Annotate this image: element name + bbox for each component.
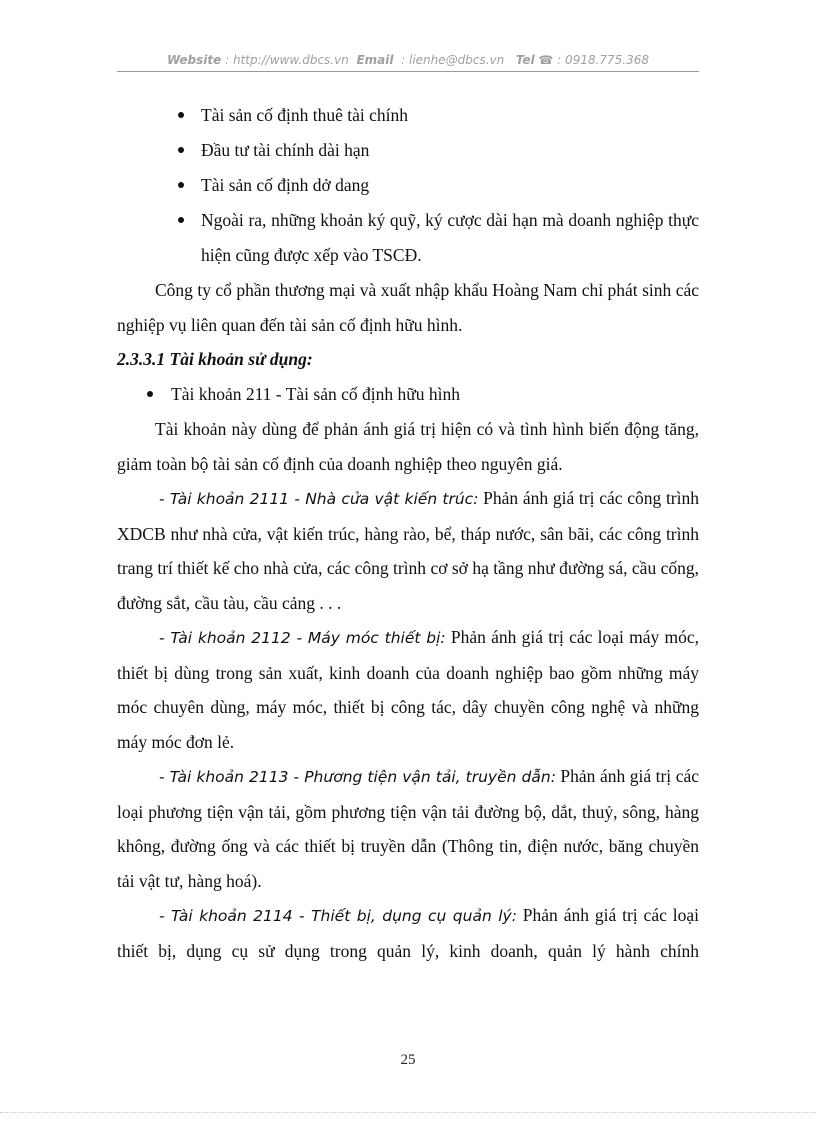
account-description: Phản ánh giá trị các loại thiết bị, dụng cụ sử dụng trong quản lý, kinh doanh, quản lý hành chính (117, 905, 699, 961)
list-item-text: Tài sản cố định dở dang (201, 175, 370, 195)
email-value: : lienhe@dbcs.vn (401, 53, 505, 67)
bullet-icon (178, 147, 184, 153)
tel-value: : 0918.775.368 (557, 53, 650, 67)
account-term: - Tài khoản 2112 - Máy móc thiết bị: (159, 629, 446, 647)
list-item-text: Tài sản cố định thuê tài chính (201, 105, 409, 125)
bullet-icon (178, 182, 184, 188)
list-item (117, 168, 699, 203)
company-paragraph: Công ty cổ phần thương mại và xuất nhập khẩu Hoàng Nam chỉ phát sinh các nghiệp vụ liên quan đến tài sản cố định hữu hình. (117, 280, 699, 335)
account-description: Phản ánh giá trị các loại phương tiện vận tải, gồm phương tiện vận tải đường bộ, dắt, thuỷ, sông, hàng không, đường ống và các thiết bị truyền dẫn (Thông tin, điện nước, băng chuyền tải vật tư, hàng hoá). (117, 766, 699, 891)
account-description: Phản ánh giá trị các loại máy móc, thiết bị dùng trong sản xuất, kinh doanh của doanh nghiệp bao gồm những máy móc chuyên dùng, máy móc, thiết bị công tác, dây chuyền công nghệ và những máy móc đơn lẻ. (117, 627, 699, 752)
bullet-icon (178, 112, 184, 118)
website-value: : http://www.dbcs.vn (225, 53, 349, 67)
list-item-text: Đầu tư tài chính dài hạn (201, 140, 370, 160)
account-term: - Tài khoản 2114 - Thiết bị, dụng cụ quản lý: (159, 907, 517, 925)
page-bottom-border (0, 1112, 816, 1113)
page-header (0, 53, 816, 67)
list-item (117, 203, 699, 273)
list-item (117, 377, 699, 412)
list-item-text: Ngoài ra, những khoản ký quỹ, ký cược dài hạn mà doanh nghiệp thực hiện cũng được xếp vào TSCĐ. (201, 210, 699, 265)
tel-label: Tel (515, 53, 535, 67)
list-item (117, 133, 699, 168)
list-item-text: Tài khoản 211 - Tài sản cố định hữu hình (171, 384, 460, 404)
bullet-icon (147, 391, 153, 397)
account-2111-paragraph (117, 481, 699, 620)
section-heading: 2.3.3.1 Tài khoản sử dụng: (117, 349, 313, 369)
account-term: - Tài khoản 2111 - Nhà cửa vật kiến trúc: (159, 490, 479, 508)
account-2112-paragraph (117, 620, 699, 759)
bullet-icon (178, 217, 184, 223)
account-2113-paragraph (117, 759, 699, 898)
website-label: Website (166, 53, 222, 67)
header-divider (117, 71, 699, 72)
page-number: 25 (400, 1052, 416, 1068)
account-term: - Tài khoản 2113 - Phương tiện vận tải, truyền dẫn: (159, 768, 556, 786)
list-item (117, 98, 699, 133)
account-description: Phản ánh giá trị các công trình XDCB như nhà cửa, vật kiến trúc, hàng rào, bể, tháp nước, sân bãi, các công trình trang trí thiết kế cho nhà cửa, các công trình cơ sở hạ tầng như đường sá, cầu cống, đường sắt, cầu tàu, cầu cảng . . . (117, 488, 699, 613)
document-body (117, 98, 699, 968)
phone-icon: ☎ (538, 53, 554, 67)
account-2114-paragraph (117, 898, 699, 968)
email-label: Email (356, 53, 394, 67)
account-211-paragraph: Tài khoản này dùng để phản ánh giá trị hiện có và tình hình biến động tăng, giảm toàn bộ tài sản cố định của doanh nghiệp theo nguyên giá. (117, 419, 699, 474)
